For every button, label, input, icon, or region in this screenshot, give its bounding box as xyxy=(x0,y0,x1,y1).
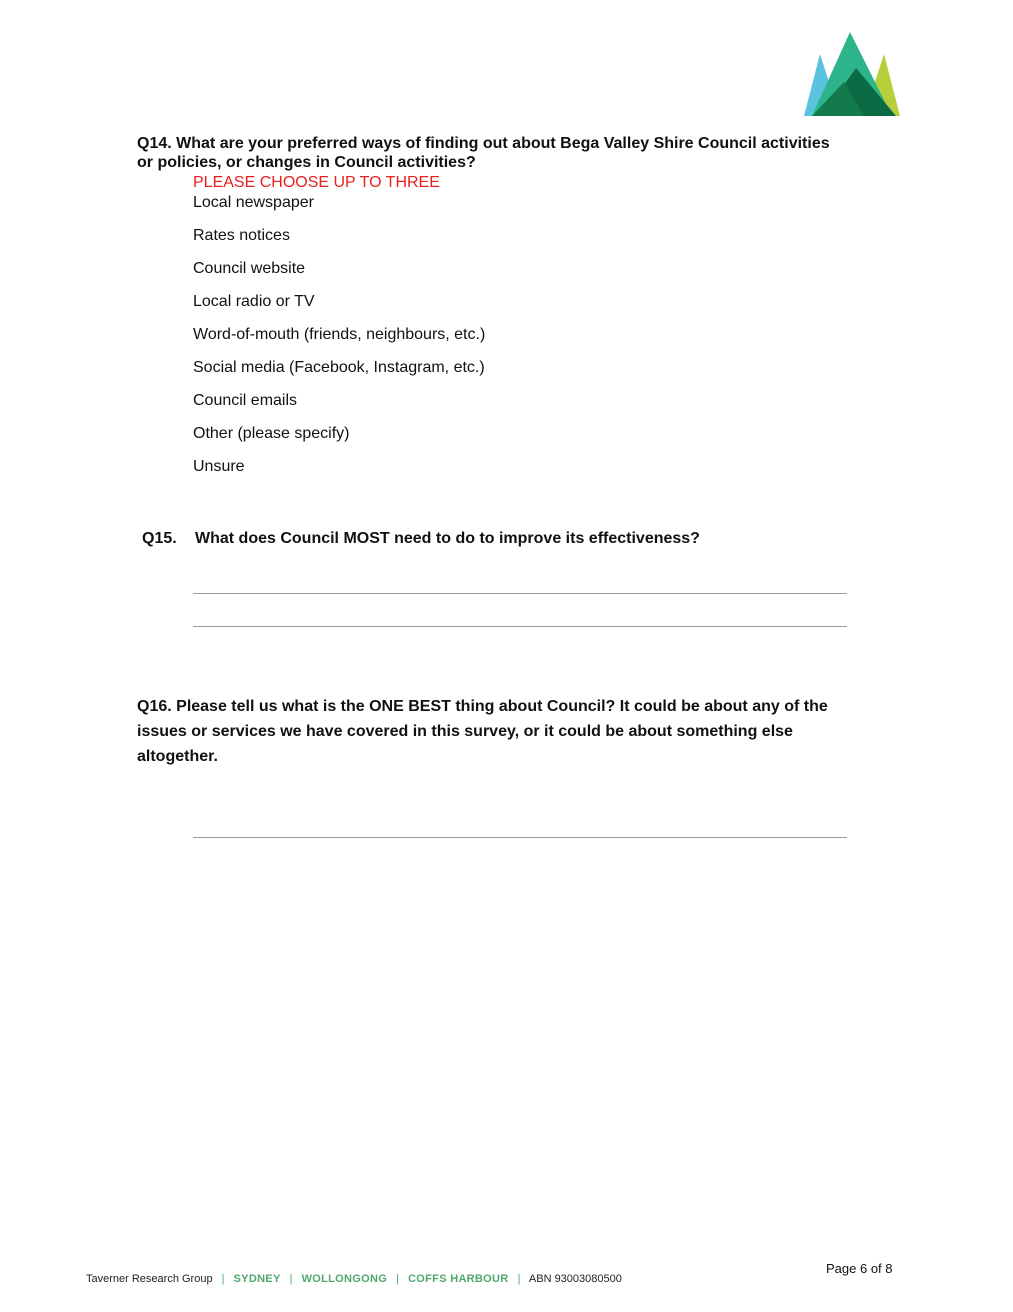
option-social-media[interactable]: Social media (Facebook, Instagram, etc.) xyxy=(193,359,485,376)
option-local-radio-tv[interactable]: Local radio or TV xyxy=(193,293,315,310)
answer-line-q15-2[interactable] xyxy=(193,626,847,627)
option-local-newspaper[interactable]: Local newspaper xyxy=(193,194,314,211)
question-14-number: Q14. xyxy=(137,135,172,152)
answer-line-q16-1[interactable] xyxy=(193,837,847,838)
option-unsure[interactable]: Unsure xyxy=(193,458,245,475)
footer-city-3: COFFS HARBOUR xyxy=(408,1273,509,1285)
question-14 xyxy=(137,134,837,172)
question-16-text: Please tell us what is the ONE BEST thing about Council? It could be about any of the issues or services we have covered in this survey, or it could be about something else altogether. xyxy=(137,698,828,765)
question-15 xyxy=(142,529,862,548)
company-logo-icon xyxy=(804,32,900,118)
footer-separator: | xyxy=(289,1273,293,1285)
question-14-text: What are your preferred ways of finding out about Bega Valley Shire Council activities or policies, or changes in Council activities? xyxy=(137,135,830,171)
footer-abn: ABN 93003080500 xyxy=(528,1273,622,1285)
question-14-instruction: PLEASE CHOOSE UP TO THREE xyxy=(193,174,440,191)
footer-separator: | xyxy=(396,1273,399,1285)
option-rates-notices[interactable]: Rates notices xyxy=(193,227,290,244)
question-15-text: What does Council MOST need to do to improve its effectiveness? xyxy=(195,530,700,547)
footer-company: Taverner Research Group xyxy=(86,1273,213,1285)
footer-separator: | xyxy=(221,1273,225,1285)
question-14-options xyxy=(193,193,485,490)
question-16-number: Q16. xyxy=(137,698,172,715)
page-footer xyxy=(86,1273,622,1285)
footer-city-1: SYDNEY xyxy=(233,1273,281,1285)
option-council-website[interactable]: Council website xyxy=(193,260,306,277)
question-15-number: Q15. xyxy=(142,530,177,547)
footer-separator: | xyxy=(517,1273,521,1285)
option-other[interactable]: Other (please specify) xyxy=(193,425,350,442)
question-16 xyxy=(137,694,877,769)
option-council-emails[interactable]: Council emails xyxy=(193,392,298,409)
page-number: Page 6 of 8 xyxy=(826,1261,893,1276)
footer-city-2: WOLLONGONG xyxy=(301,1273,388,1285)
answer-line-q15-1[interactable] xyxy=(193,593,847,594)
option-word-of-mouth[interactable]: Word-of-mouth (friends, neighbours, etc.) xyxy=(193,326,486,343)
